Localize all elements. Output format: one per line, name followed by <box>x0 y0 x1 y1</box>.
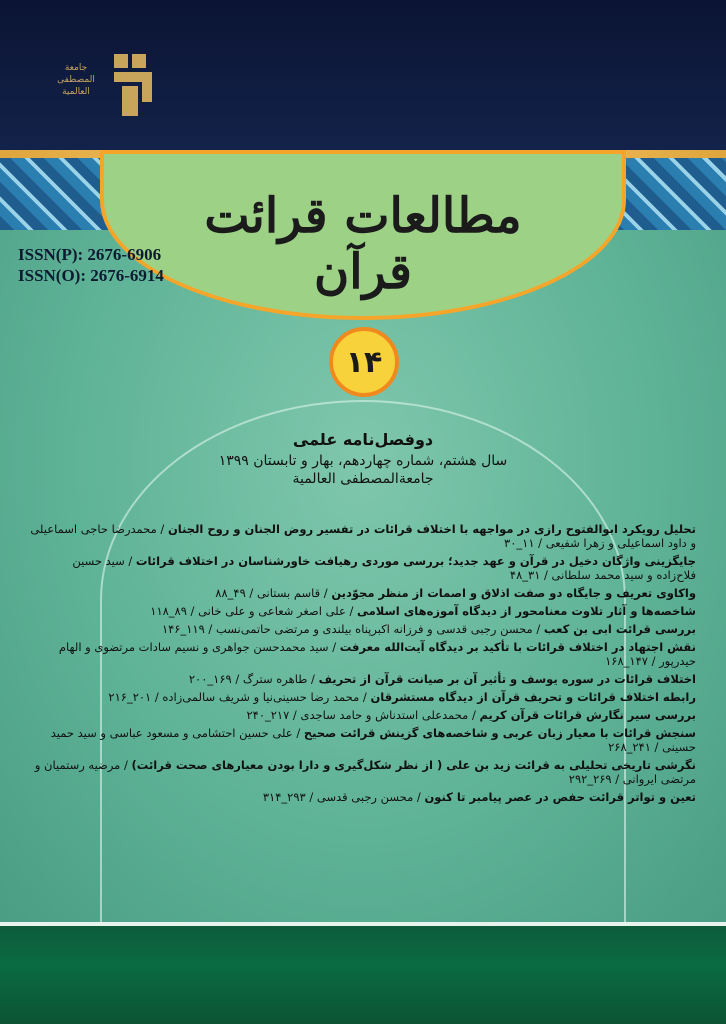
journal-type: دوفصل‌نامه علمی <box>292 430 434 449</box>
journal-title: مطالعات قرائت قرآن <box>204 188 522 300</box>
issue-info <box>180 430 546 487</box>
toc-item: تحلیل رویکرد ابوالفتوح رازی در مواجهه با اختلاف قرائات در تفسیر روض الجنان و روح الجنان / محمدرضا حاجی اسماعیلی و داود اسماعیلی و زهرا شفیعی / ۱۱_۳۰ <box>30 522 696 550</box>
toc-item: نقش اجتهاد در اختلاف قرائات با تأکید بر دیدگاه آیت‌الله معرفت / سید محمدحسن جواهری و نسیم سادات مرتضوی و الهام حیدرپور / ۱۴۷_۱۶۸ <box>58 640 696 668</box>
bottom-band <box>0 926 726 1024</box>
toc-item: سنجش قرائات با معیار زبان عربی و شاخصه‌های گزینش قرائت صحیح / علی حسین احتشامی و مسعود عباسی و سید حمید حسینی / ۲۴۱_۲۶۸ <box>50 726 696 754</box>
issn-print: ISSN(P): 2676-6906 <box>18 245 162 264</box>
issue-number-badge <box>329 327 399 397</box>
issue-number: ۱۴ <box>345 344 383 380</box>
toc-item: بررسی قرائت ابی بن کعب / محسن رجبی قدسی و فرزانه اکبرپناه بیلندی و مرتضی حاتمی‌نسب / ۱۱۹_۱۴۶ <box>161 622 696 636</box>
publisher-logo-text: جامعة المصطفى العالمية <box>57 63 95 97</box>
institution-line: جامعةالمصطفی العالمیة <box>292 471 434 487</box>
toc-item: اختلاف قرائات در سوره یوسف و تأثیر آن بر صیانت قرآن از تحریف / طاهره سترگ / ۱۶۹_۲۰۰ <box>188 672 696 686</box>
toc-item: تعین و تواتر قرائت حفص در عصر پیامبر تا کنون / محسن رجبی قدسی / ۲۹۳_۳۱۴ <box>262 790 696 804</box>
toc-item: نگرشی تاریخی تحلیلی به قرائت زید بن علی ( از نظر شکل‌گیری و دارا بودن معیارهای صحت قرائت) / مرضیه رستمیان و مرتضی ایروانی / ۲۶۹_۲۹۲ <box>34 758 696 786</box>
issn-block <box>18 244 164 286</box>
issn-online: ISSN(O): 2676-6914 <box>18 266 164 285</box>
toc-item: جایگزینی واژگان دخیل در قرآن و عهد جدید؛ بررسی موردی رهیافت خاورشناسان در اختلاف قرائات / سید حسین فلاح‌زاده و سید محمد سلطانی / ۳۱_۴۸ <box>72 554 696 582</box>
table-of-contents <box>30 522 696 808</box>
toc-item: واکاوی تعریف و جایگاه دو صفت اذلاق و اصمات از منظر مجوّدین / قاسم بستانی / ۴۹_۸۸ <box>215 586 696 600</box>
toc-item: بررسی سیر نگارش قرائات قرآن کریم / محمدعلی استدناش و حامد ساجدی / ۲۱۷_۲۴۰ <box>246 708 696 722</box>
toc-item: شاخصه‌ها و آثار تلاوت معنامحور از دیدگاه آموزه‌های اسلامی / علی اصغر شعاعی و علی خانی / ۸۹_۱۱۸ <box>150 604 696 618</box>
volume-line: سال هشتم، شماره چهاردهم، بهار و تابستان ۱۳۹۹ <box>218 453 508 469</box>
toc-item: رابطه اختلاف قرائات و تحریف قرآن از دیدگاه مستشرقان / محمد رضا حسینی‌نیا و شریف سالمی‌زاده / ۲۰۱_۲۱۶ <box>108 690 696 704</box>
